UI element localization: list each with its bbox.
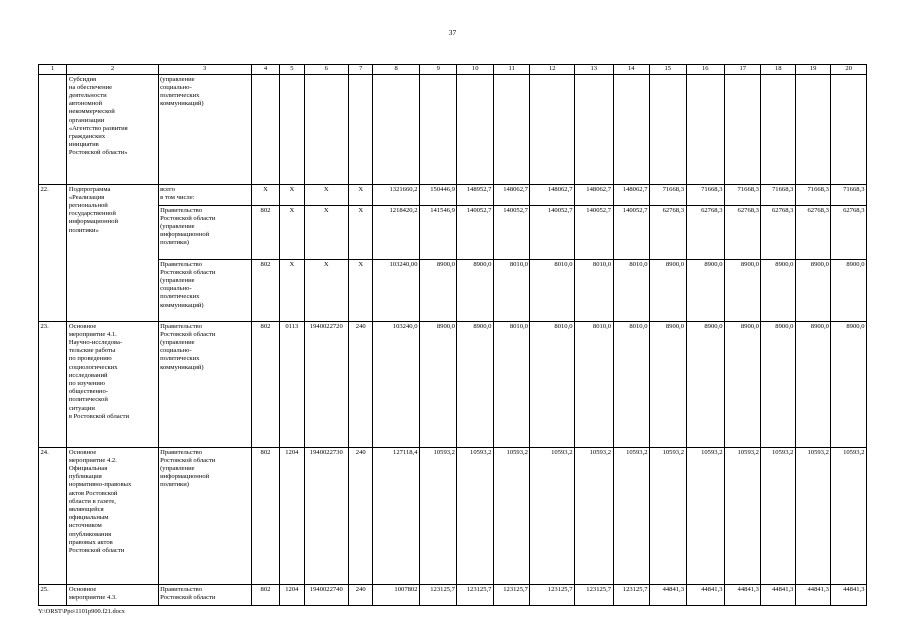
year-value [725,75,761,185]
section-code: 1204 [280,448,304,585]
executor: Правительство Ростовской области (управление социально- политических коммуникаций) [158,322,251,448]
year-value: 123125,7 [493,585,529,606]
year-value: 62768,3 [795,206,830,260]
header-cell: 16 [686,65,725,75]
header-cell: 11 [493,65,529,75]
year-value: 62768,3 [725,206,761,260]
year-value: 62768,3 [686,206,725,260]
target-article-code [304,75,349,185]
year-value [795,75,830,185]
year-value: 10593,2 [613,448,649,585]
target-article-code: 1940022740 [304,585,349,606]
year-value: 8900,0 [686,260,725,322]
header-cell: 12 [530,65,575,75]
header-cell: 7 [349,65,373,75]
year-value: 10593,2 [530,448,575,585]
executor: Правительство Ростовской области (управление информационной политики) [158,206,251,260]
year-value [530,75,575,185]
header-cell: 14 [613,65,649,75]
header-cell: 10 [457,65,493,75]
header-cell: 9 [420,65,457,75]
table-row [39,585,867,606]
year-value: 140052,7 [613,206,649,260]
table-row [39,185,867,206]
expense-type-code: X [349,206,373,260]
year-value: 10593,2 [795,448,830,585]
year-value [650,75,686,185]
section-code [280,75,304,185]
row-number: 22. [39,185,67,322]
year-value: 10593,2 [831,448,867,585]
year-value: 140052,7 [530,206,575,260]
target-article-code: 1940022720 [304,322,349,448]
header-cell: 3 [158,65,251,75]
year-value: 148062,7 [575,185,614,206]
year-value: 10593,2 [575,448,614,585]
year-value: 141546,9 [420,206,457,260]
budget-table [38,64,867,606]
year-value: 8900,0 [831,260,867,322]
grbs-code: 802 [251,206,279,260]
section-code: X [280,206,304,260]
year-value: 71668,3 [831,185,867,206]
year-value: 8900,0 [795,260,830,322]
measure-name: Основное мероприятие 4.3. [67,585,158,606]
year-value: 62768,3 [761,206,795,260]
year-value: 8900,0 [761,322,795,448]
row-number: 23. [39,322,67,448]
grbs-code: 802 [251,260,279,322]
year-value: 148062,7 [493,185,529,206]
year-value: 44841,3 [650,585,686,606]
year-value: 123125,7 [613,585,649,606]
year-value: 44841,3 [725,585,761,606]
year-value: 148062,7 [530,185,575,206]
year-value: 8010,0 [530,322,575,448]
grbs-code [251,75,279,185]
grbs-code: 802 [251,585,279,606]
year-value: 150446,9 [420,185,457,206]
executor: Правительство Ростовской области (управление информационной политики) [158,448,251,585]
year-value: 123125,7 [457,585,493,606]
measure-name: Подпрограмма «Реализация региональной государственной информационной политики» [67,185,158,322]
year-value: 10593,2 [457,448,493,585]
header-cell: 4 [251,65,279,75]
total-value: 1218420,2 [373,206,420,260]
year-value: 71668,3 [795,185,830,206]
header-cell: 19 [795,65,830,75]
section-code: X [280,185,304,206]
row-number: 24. [39,448,67,585]
year-value: 8900,0 [795,322,830,448]
year-value: 44841,3 [795,585,830,606]
target-article-code: X [304,206,349,260]
year-value: 8010,0 [575,322,614,448]
measure-name: Основное мероприятие 4.1. Научно-исследова- тельские работы по проведению социологических исследований по изучению общественно- политической ситуации в Ростовской области [67,322,158,448]
year-value: 8900,0 [831,322,867,448]
total-value [373,75,420,185]
header-cell: 2 [67,65,158,75]
section-code: X [280,260,304,322]
year-value: 10593,2 [493,448,529,585]
year-value: 10593,2 [650,448,686,585]
total-value: 1321660,2 [373,185,420,206]
year-value: 8900,0 [457,260,493,322]
section-code: 1204 [280,585,304,606]
year-value: 71668,3 [650,185,686,206]
year-value: 123125,7 [530,585,575,606]
year-value: 71668,3 [761,185,795,206]
target-article-code: 1940022730 [304,448,349,585]
expense-type-code: 240 [349,585,373,606]
year-value: 8900,0 [420,322,457,448]
year-value: 8010,0 [575,260,614,322]
target-article-code: X [304,260,349,322]
grbs-code: 802 [251,322,279,448]
total-value: 1007802 [373,585,420,606]
header-cell: 17 [725,65,761,75]
year-value: 123125,7 [575,585,614,606]
year-value [575,75,614,185]
grbs-code: 802 [251,448,279,585]
year-value: 8900,0 [420,260,457,322]
year-value: 44841,3 [831,585,867,606]
year-value: 44841,3 [686,585,725,606]
table-row [39,322,867,448]
year-value [493,75,529,185]
table-row [39,206,867,260]
document-file-path: Y:\ORST\Ppo\1101p900.f21.docx [38,608,125,615]
year-value [686,75,725,185]
header-cell: 1 [39,65,67,75]
table-row [39,260,867,322]
year-value: 62768,3 [650,206,686,260]
year-value: 140052,7 [457,206,493,260]
year-value: 8900,0 [650,260,686,322]
year-value [457,75,493,185]
year-value: 44841,3 [761,585,795,606]
year-value: 140052,7 [575,206,614,260]
target-article-code: X [304,185,349,206]
year-value: 10593,2 [725,448,761,585]
year-value: 123125,7 [420,585,457,606]
year-value: 8010,0 [493,260,529,322]
year-value: 8010,0 [493,322,529,448]
total-value: 127118,4 [373,448,420,585]
year-value [831,75,867,185]
year-value: 10593,2 [420,448,457,585]
header-cell: 18 [761,65,795,75]
table-row [39,448,867,585]
executor: Правительство Ростовской области (управление социально- политических коммуникаций) [158,260,251,322]
year-value: 10593,2 [761,448,795,585]
header-cell: 13 [575,65,614,75]
year-value: 8900,0 [686,322,725,448]
header-cell: 8 [373,65,420,75]
total-value: 103240,0 [373,322,420,448]
header-cell: 15 [650,65,686,75]
year-value: 10593,2 [686,448,725,585]
header-cell: 20 [831,65,867,75]
year-value [761,75,795,185]
executor: (управление социально- политических коммуникаций) [158,75,251,185]
header-cell: 6 [304,65,349,75]
measure-name: Основное мероприятие 4.2. Официальная публикация нормативно-правовых актов Ростовской области в газете, являющейся официальным источником опубликования правовых актов Ростовской области [67,448,158,585]
total-value: 103240,00 [373,260,420,322]
year-value: 8900,0 [725,260,761,322]
year-value [420,75,457,185]
executor: Правительство Ростовской области [158,585,251,606]
expense-type-code: X [349,185,373,206]
year-value: 62768,3 [831,206,867,260]
section-code: 0113 [280,322,304,448]
year-value [613,75,649,185]
year-value: 8900,0 [725,322,761,448]
year-value: 8900,0 [457,322,493,448]
year-value: 8900,0 [650,322,686,448]
year-value: 140052,7 [493,206,529,260]
year-value: 71668,3 [725,185,761,206]
table-row [39,75,867,185]
year-value: 71668,3 [686,185,725,206]
column-number-header-row [39,65,867,75]
page-number: 37 [448,28,457,37]
year-value: 8010,0 [613,260,649,322]
executor: всего в том числе: [158,185,251,206]
header-cell: 5 [280,65,304,75]
row-number [39,75,67,185]
year-value: 8900,0 [761,260,795,322]
row-number: 25. [39,585,67,606]
year-value: 148062,7 [613,185,649,206]
grbs-code: X [251,185,279,206]
expense-type-code [349,75,373,185]
year-value: 8010,0 [613,322,649,448]
measure-name: Субсидия на обеспечение деятельности автономной некоммерческой организации «Агентство развития гражданских инициатив Ростовской области» [67,75,158,185]
expense-type-code: 240 [349,448,373,585]
expense-type-code: X [349,260,373,322]
year-value: 8010,0 [530,260,575,322]
expense-type-code: 240 [349,322,373,448]
year-value: 148952,7 [457,185,493,206]
